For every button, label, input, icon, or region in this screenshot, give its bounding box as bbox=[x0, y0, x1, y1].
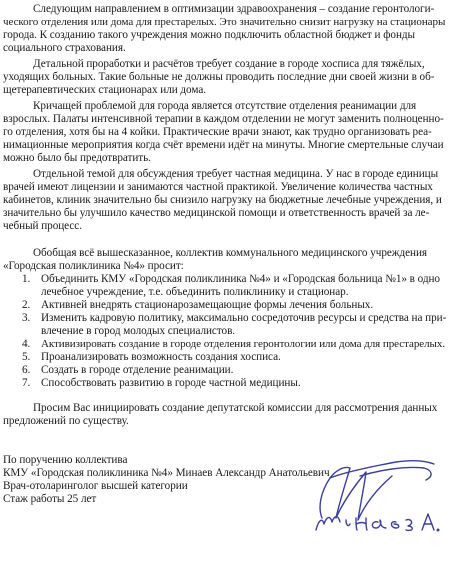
paragraph-4-line-1: Отдельной темой для обсуждения требует частная медицина. У нас в городе единицы bbox=[33, 168, 439, 180]
request-line-1: Просим Вас инициировать создание депутатской комиссии для рассмотрения данных bbox=[33, 402, 438, 414]
list-item-3-line-1: Изменить кадровую политику, максимально сосредоточив ресурсы и средства на при- bbox=[41, 312, 447, 324]
list-item-6-number: 6. bbox=[22, 364, 31, 376]
request-line-2: предложений по существу. bbox=[3, 415, 129, 427]
list-item-4-number: 4. bbox=[22, 338, 31, 350]
paragraph-5-line-1: Обобщая всё вышесказанное, коллектив коммунального медицинского учреждения bbox=[33, 247, 427, 259]
paragraph-2-line-1: Детальной проработки и расчётов требует создание в городе хосписа для тяжёлых, bbox=[33, 58, 425, 70]
paragraph-3-line-1: Кричащей проблемой для города является отсутствие отделения реанимации для bbox=[33, 100, 417, 112]
list-item-1-line-1: Объединить КМУ «Городская поликлиника №4» и «Городская больница №1» в одно bbox=[41, 273, 440, 285]
list-item-2-number: 2. bbox=[22, 299, 31, 311]
paragraph-2-line-3: щетерапевтических стационарах или дома. bbox=[3, 84, 206, 96]
paragraph-1-line-2: ческого отделения или дома для престарелых. Это значительно снизит нагрузку на стационары bbox=[3, 16, 446, 28]
paragraph-1-line-1: Следующим направлением в оптимизации здравоохранения – создание геронтологи- bbox=[33, 3, 435, 15]
paragraph-1-line-4: социального страхования. bbox=[3, 42, 126, 54]
list-item-2-line-1: Активней внедрять стационарозамещающие формы лечения больных. bbox=[41, 299, 374, 311]
list-item-1-number: 1. bbox=[22, 273, 31, 285]
list-item-1-line-2: лечебное учреждение, т.е. объединить поликлинику и стационар. bbox=[41, 286, 349, 298]
signature-line-2: КМУ «Городская поликлиника №4» Минаев Александр Анатольевич bbox=[3, 467, 330, 479]
paragraph-4-line-4: значительно бы улучшило качество медицинской помощи и ответственность врачей за ле- bbox=[3, 207, 430, 219]
list-item-7-line-1: Способствовать развитию в городе частной медицины. bbox=[41, 377, 301, 389]
paragraph-1-line-3: города. К созданию такого учреждения можно подключить областной бюджет и фонды bbox=[3, 29, 415, 41]
paragraph-2-line-2: уходящих больных. Такие больные не должны проводить последние дни своей жизни в об- bbox=[3, 71, 435, 83]
list-item-7-number: 7. bbox=[22, 377, 31, 389]
paragraph-3-line-4: нимационные мероприятия когда счёт времени идёт на минуты. Многие смертельные случаи bbox=[3, 139, 444, 151]
signature-line-1: По поручению коллектива bbox=[3, 454, 128, 466]
list-item-3-line-2: влечение в город молодых специалистов. bbox=[41, 325, 236, 337]
paragraph-4-line-3: кабинетов, клиник значительно бы снизило нагрузку на бюджетные лечебные учреждения, и bbox=[3, 194, 442, 206]
paragraph-4-line-2: врачей имеют лицензии и занимаются частной практикой. Увеличение количества частных bbox=[3, 181, 433, 193]
list-item-5-number: 5. bbox=[22, 351, 31, 363]
list-item-3-number: 3. bbox=[22, 312, 31, 324]
signature-line-4: Стаж работы 25 лет bbox=[3, 493, 97, 505]
paragraph-4-line-5: чебный процесс. bbox=[3, 220, 82, 232]
paragraph-5-line-2: «Городская поликлиника №4» просит: bbox=[3, 260, 184, 272]
list-item-5-line-1: Проанализировать возможность создания хосписа. bbox=[41, 351, 281, 363]
list-item-6-line-1: Создать в городе отделение реанимации. bbox=[41, 364, 234, 376]
paragraph-3-line-5: можно было бы предотвратить. bbox=[3, 152, 151, 164]
paragraph-3-line-2: взрослых. Палаты интенсивной терапии в каждом отделении не могут заменить полноценно- bbox=[3, 113, 444, 125]
paragraph-3-line-3: го отделения, хотя бы на 4 койки. Практические врачи знают, как трудно организовать реа- bbox=[3, 126, 432, 138]
list-item-4-line-1: Активизировать создание в городе отделения геронтологии или дома для престарелых. bbox=[41, 338, 446, 350]
signature-line-3: Врач-отоларинголог высшей категории bbox=[3, 480, 188, 492]
handwritten-signature bbox=[300, 448, 450, 548]
